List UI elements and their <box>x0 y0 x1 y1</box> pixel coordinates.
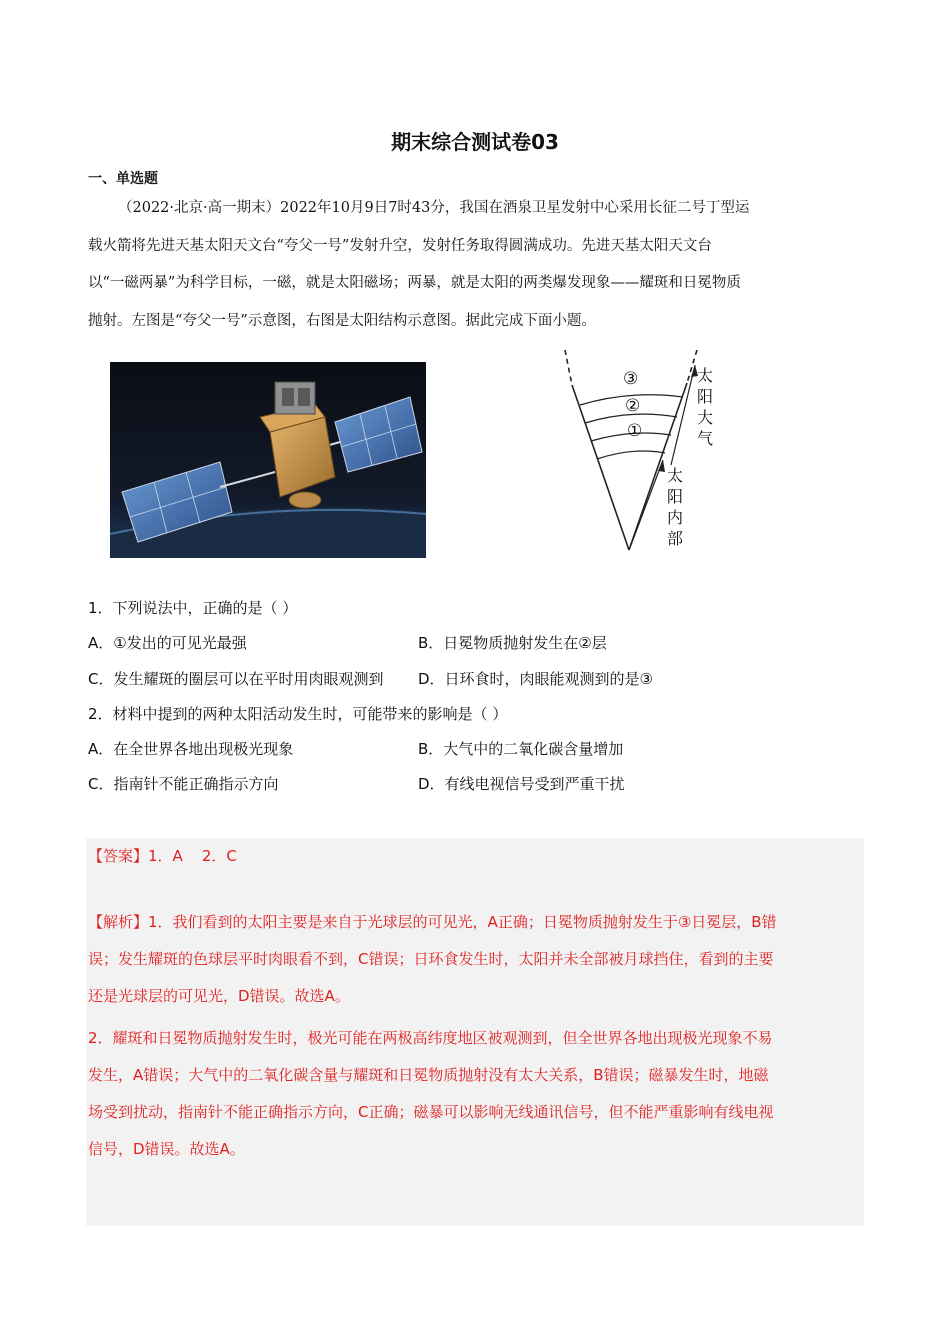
explanation-line: 【解析】1．我们看到的太阳主要是来自于光球层的可见光，A正确；日冕物质抛射发生于③日冕层，B错 <box>88 913 777 931</box>
question-1-option-c: C．发生耀斑的圈层可以在平时用肉眼观测到 <box>88 670 384 688</box>
explanation-line: 2．耀斑和日冕物质抛射发生时，极光可能在两极高纬度地区被观测到，但全世界各地出现极光现象不易 <box>88 1029 773 1047</box>
question-2-option-a: A．在全世界各地出现极光现象 <box>88 740 294 758</box>
explanation-tag: 【解析】 <box>88 913 149 931</box>
answer-text: 1．A 2．C <box>148 847 237 865</box>
explanation-line: 还是光球层的可见光，D错误。故选A。 <box>88 987 350 1005</box>
satellite-image <box>110 362 426 558</box>
explanation-line: 误；发生耀斑的色球层平时肉眼看不到，C错误；日环食发生时，太阳并未全部被月球挡住，看到的主要 <box>88 950 774 968</box>
intro-line: 抛射。左图是“夸父一号”示意图，右图是太阳结构示意图。据此完成下面小题。 <box>88 312 596 329</box>
answer-line <box>88 845 237 866</box>
question-1-option-a: A．①发出的可见光最强 <box>88 634 247 652</box>
explanation-paragraph-2 <box>88 1020 860 1168</box>
explanation-paragraph-1 <box>88 904 860 1015</box>
page-title: 期末综合测试卷03 <box>391 130 559 154</box>
question-2-stem: 2．材料中提到的两种太阳活动发生时，可能带来的影响是（ ） <box>88 705 508 723</box>
sun-interior-label: 太 阳 内 部 <box>667 466 684 548</box>
question-1-option-b: B．日冕物质抛射发生在②层 <box>418 634 607 652</box>
intro-line: 以“一磁两暴”为科学目标，一磁，就是太阳磁场；两暴，就是太阳的两类爆发现象——耀斑和日冕物质 <box>88 275 741 291</box>
layer-2-label: ② <box>625 396 641 416</box>
intro-line: （2022·北京·高一期末）2022年10月9日7时43分，我国在酒泉卫星发射中心采用长征二号丁型运 <box>118 200 750 216</box>
question-1-option-d: D．日环食时，肉眼能观测到的是③ <box>418 670 653 688</box>
explanation-line: 信号，D错误。故选A。 <box>88 1140 245 1158</box>
explanation-line: 发生，A错误；大气中的二氧化碳含量与耀斑和日冕物质抛射没有太大关系，B错误；磁暴发生时，地磁 <box>88 1066 769 1084</box>
question-2-option-d: D．有线电视信号受到严重干扰 <box>418 775 625 793</box>
question-1-stem: 1．下列说法中，正确的是（ ） <box>88 599 298 617</box>
section-heading: 一、单选题 <box>88 171 158 187</box>
sun-structure-diagram <box>555 345 735 555</box>
layer-1-label: ① <box>627 421 643 441</box>
question-2-option-c: C．指南针不能正确指示方向 <box>88 775 279 793</box>
layer-3-label: ③ <box>623 369 639 389</box>
intro-line: 载火箭将先进天基太阳天文台“夸父一号”发射升空，发射任务取得圆满成功。先进天基太阳天文台 <box>88 237 712 254</box>
sun-atmosphere-label: 太 阳 大 气 <box>697 366 714 448</box>
explanation-line: 场受到扰动，指南针不能正确指示方向，C正确；磁暴可以影响无线通讯信号，但不能严重影响有线电视 <box>88 1103 774 1121</box>
question-2-option-b: B．大气中的二氧化碳含量增加 <box>418 740 624 758</box>
intro-paragraph <box>88 190 858 340</box>
answer-tag: 【答案】 <box>88 847 149 865</box>
